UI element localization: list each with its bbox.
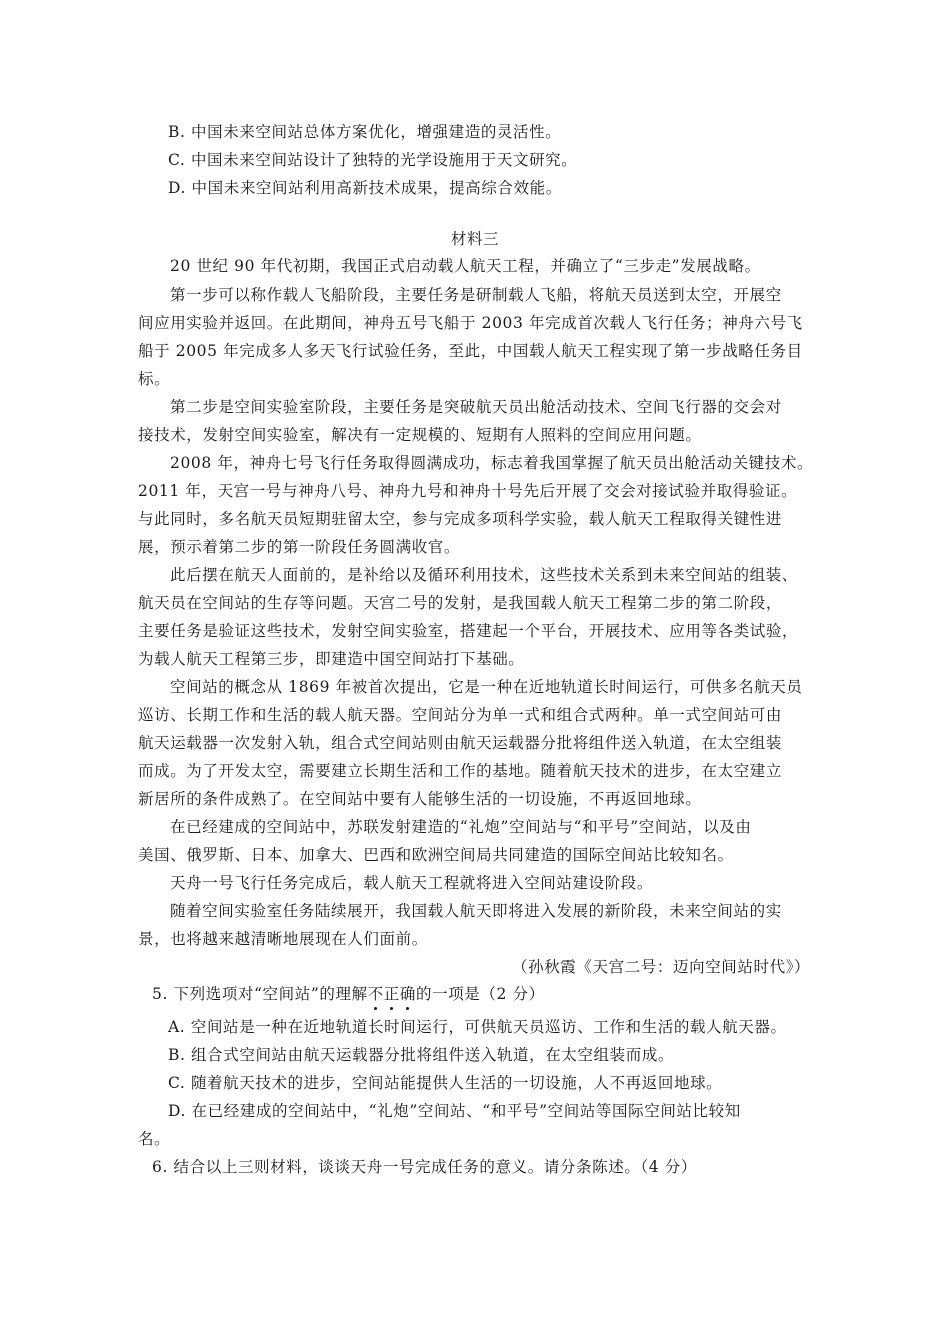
option-d-top: D. 中国未来空间站利用高新技术成果，提高综合效能。 [168, 179, 562, 197]
option-c-top: C. 中国未来空间站设计了独特的光学设施用于天文研究。 [168, 151, 578, 169]
material-3-heading: 材料三 [450, 230, 500, 248]
q5-option-d: D. 在已经建成的空间站中，“礼炮”空间站、“和平号”空间站等国际空间站比较知 [168, 1102, 741, 1120]
emphasis-char-2: 正 [383, 985, 400, 1003]
paragraph-line: 与此同时，多名航天员短期驻留太空，参与完成多项科学实验，载人航天工程取得关键性进 [138, 510, 783, 528]
q5-option-c: C. 随着航天技术的进步，空间站能提供人生活的一切设施，人不再返回地球。 [168, 1074, 723, 1092]
paragraph-line: 航天员在空间站的生存等问题。天宫二号的发射，是我国载人航天工程第二步的第二阶段， [138, 594, 783, 612]
paragraph-line: 展，预示着第二步的第一阶段任务圆满收官。 [138, 538, 461, 556]
question-5-stem-end: 的一项是（2 分） [416, 985, 545, 1003]
question-5-stem [152, 984, 545, 1004]
paragraph-line: 间应用实验并返回。在此期间，神舟五号飞船于 2003 年完成首次载人飞行任务；神舟六号飞 [138, 314, 803, 332]
paragraph-line: 航天运载器一次发射入轨，组合式空间站则由航天运载器分批将组件送入轨道，在太空组装 [138, 734, 783, 752]
paragraph-line: 第二步是空间实验室阶段，主要任务是突破航天员出舱活动技术、空间飞行器的交会对 [170, 398, 782, 416]
paragraph-line: 而成。为了开发太空，需要建立长期生活和工作的基地。随着航天技术的进步，在太空建立 [138, 762, 783, 780]
paragraph-line: 船于 2005 年完成多人多天飞行试验任务，至此，中国载人航天工程实现了第一步战略任务目 [138, 342, 803, 360]
paragraph-line: 天舟一号飞行任务完成后，载人航天工程就将进入空间站建设阶段。 [170, 874, 654, 892]
question-6-stem: 6. 结合以上三则材料，谈谈天舟一号完成任务的意义。请分条陈述。（4 分） [152, 1158, 697, 1176]
paragraph-line: 为载人航天工程第三步，即建造中国空间站打下基础。 [138, 650, 525, 668]
paragraph-line: 景，也将越来越清晰地展现在人们面前。 [138, 930, 428, 948]
q5-option-a: A. 空间站是一种在近地轨道长时间运行，可供航天员巡访、工作和生活的载人航天器。 [168, 1018, 787, 1036]
paragraph-line: 主要任务是验证这些技术，发射空间实验室，搭建起一个平台，开展技术、应用等各类试验， [138, 622, 799, 640]
emphasis-char-1: 不 [367, 985, 384, 1003]
paragraph-line: 2008 年，神舟七号飞行任务取得圆满成功，标志着我国掌握了航天员出舱活动关键技术。 [170, 454, 814, 472]
paragraph-line: 标。 [138, 370, 171, 388]
paragraph-line: 2011 年，天宫一号与神舟八号、神舟九号和神舟十号先后开展了交会对接试验并取得验证。 [138, 482, 798, 500]
question-5-stem-start: 5. 下列选项对“空间站”的理解 [152, 985, 368, 1003]
paragraph-line: 美国、俄罗斯、日本、加拿大、巴西和欧洲空间局共同建造的国际空间站比较知名。 [138, 846, 734, 864]
source-citation: （孙秋霞《天宫二号：迈向空间站时代》） [512, 958, 811, 976]
q5-option-b: B. 组合式空间站由航天运载器分批将组件送入轨道，在太空组装而成。 [168, 1046, 675, 1064]
paragraph-line: 20 世纪 90 年代初期，我国正式启动载人航天工程，并确立了“三步走”发展战略。 [170, 257, 761, 275]
paragraph-line: 巡访、长期工作和生活的载人航天器。空间站分为单一式和组合式两种。单一式空间站可由 [138, 706, 783, 724]
paragraph-line: 接技术，发射空间实验室，解决有一定规模的、短期有人照料的空间应用问题。 [138, 426, 702, 444]
paragraph-line: 第一步可以称作载人飞船阶段，主要任务是研制载人飞船，将航天员送到太空，开展空 [170, 286, 782, 304]
q5-option-d-cont: 名。 [138, 1130, 171, 1148]
paragraph-line: 在已经建成的空间站中，苏联发射建造的“礼炮”空间站与“和平号”空间站，以及由 [170, 818, 752, 836]
paragraph-line: 此后摆在航天人面前的，是补给以及循环利用技术，这些技术关系到未来空间站的组装、 [170, 566, 798, 584]
paragraph-line: 新居所的条件成熟了。在空间站中要有人能够生活的一切设施，不再返回地球。 [138, 790, 702, 808]
option-b-top: B. 中国未来空间站总体方案优化，增强建造的灵活性。 [168, 123, 562, 141]
paragraph-line: 随着空间实验室任务陆续展开，我国载人航天即将进入发展的新阶段，未来空间站的实 [170, 902, 782, 920]
emphasis-char-3: 确 [399, 985, 416, 1003]
paragraph-line: 空间站的概念从 1869 年被首次提出，它是一种在近地轨道长时间运行，可供多名航天员 [170, 678, 803, 696]
